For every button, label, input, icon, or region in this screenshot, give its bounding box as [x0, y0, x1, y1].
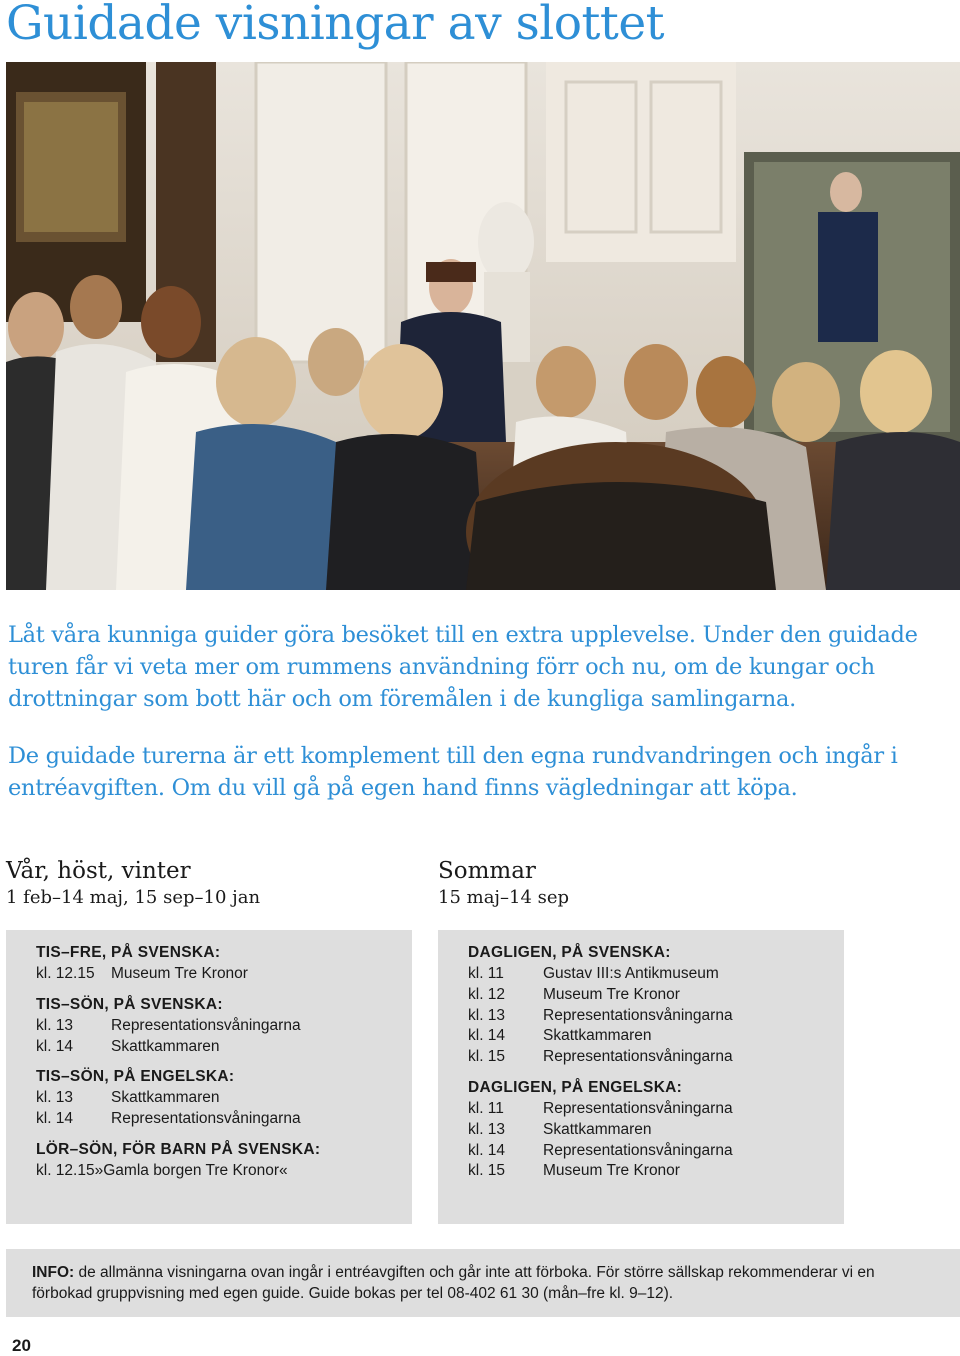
season-right-dates: 15 maj–14 sep [438, 887, 570, 908]
schedule-row: kl. 12 Museum Tre Kronor [468, 985, 680, 1003]
schedule-row: kl. 14 Representationsvåningarna [468, 1141, 733, 1159]
season-right-name: Sommar [438, 858, 536, 884]
schedule-row: kl. 15 Museum Tre Kronor [468, 1162, 680, 1180]
schedule-row: kl. 13 Skattkammaren [36, 1089, 220, 1107]
group-heading: DAGLIGEN, PÅ ENGELSKA: [468, 1078, 683, 1096]
schedule-row: kl. 14 Skattkammaren [468, 1027, 652, 1045]
schedule-row: kl. 14 Representationsvåningarna [36, 1110, 301, 1128]
schedule-box-summer [438, 930, 844, 1224]
schedule-row: kl. 12.15 »Gamla borgen Tre Kronor« [36, 1161, 288, 1179]
page-title: Guidade visningar av slottet [6, 0, 665, 51]
schedule-row: kl. 13 Representationsvåningarna [36, 1016, 301, 1034]
schedule-row: kl. 13 Representationsvåningarna [468, 1006, 733, 1024]
schedule-row: kl. 12.15 Museum Tre Kronor [36, 965, 248, 982]
guided-tour-photo [6, 62, 960, 590]
schedule-row: kl. 11 Representationsvåningarna [468, 1099, 733, 1117]
page-number: 20 [12, 1336, 31, 1355]
group-heading: TIS–FRE, PÅ SVENSKA: [36, 944, 221, 961]
info-text: de allmänna visningarna ovan ingår i entréavgiften och går inte att förboka. För större sällskap rekommenderar vi en förbokad gruppvisning med egen guide. Guide bokas per tel 08-402 61 30 (mån–fre kl. 9–12). [32, 1264, 875, 1302]
info-box [6, 1249, 960, 1317]
group-heading: TIS–SÖN, PÅ SVENSKA: [36, 995, 223, 1013]
season-left-name: Vår, höst, vinter [6, 858, 191, 884]
schedule-row: kl. 11 Gustav III:s Antikmuseum [468, 965, 719, 982]
season-left-dates: 1 feb–14 maj, 15 sep–10 jan [6, 887, 261, 908]
schedule-row: kl. 13 Skattkammaren [468, 1120, 652, 1138]
intro-paragraph: Låt våra kunniga guider göra besöket till en extra upplevelse. Under den guidade turen får vi veta mer om rummens användning förr och nu, om de kungar och drottningar som bott här och om föremålen i de kungliga samlingarna. [8, 622, 918, 712]
schedule-row: kl. 14 Skattkammaren [36, 1037, 220, 1055]
group-heading: LÖR–SÖN, FÖR BARN PÅ SVENSKA: [36, 1140, 321, 1158]
schedule-row: kl. 15 Representationsvåningarna [468, 1048, 733, 1066]
group-heading: DAGLIGEN, PÅ SVENSKA: [468, 944, 671, 961]
body-paragraph: De guidade turerna är ett komplement till den egna rundvandringen och ingår i entréavgiften. Om du vill gå på egen hand finns vägledningar att köpa. [8, 743, 898, 801]
schedule-box-off-season [6, 930, 412, 1224]
info-label: INFO: [32, 1264, 75, 1281]
group-heading: TIS–SÖN, PÅ ENGELSKA: [36, 1068, 235, 1086]
